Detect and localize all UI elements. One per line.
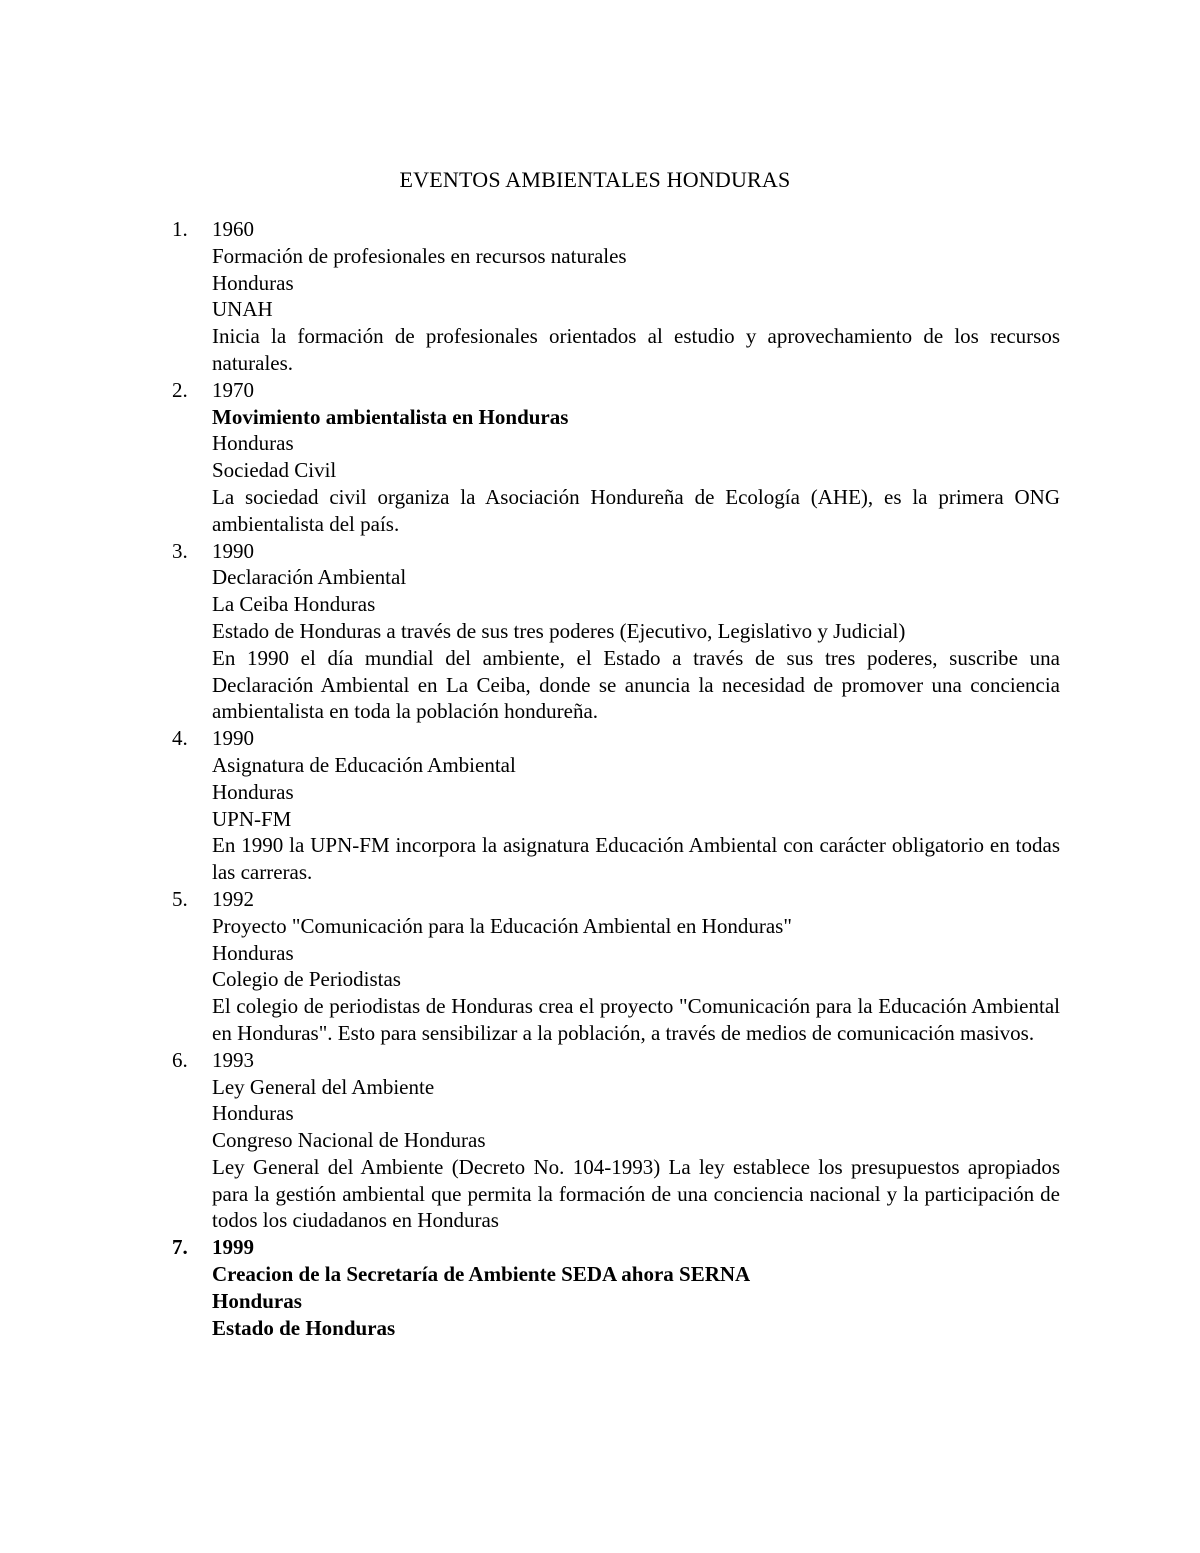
event-description: Ley General del Ambiente (Decreto No. 104-1993) La ley establece los presupuestos apropiados para la gestión ambiental que permita la formación de una conciencia nacional y la participación de todos los ciudadanos en Honduras — [212, 1154, 1060, 1233]
event-description: El colegio de periodistas de Honduras crea el proyecto "Comunicación para la Educación Ambiental en Honduras". Esto para sensibilizar a la población, a través de medios de comunicación masivos. — [212, 994, 1060, 1045]
event-item-6 — [160, 1047, 1060, 1235]
event-number: 5. — [172, 886, 188, 911]
event-actor: Sociedad Civil — [212, 458, 337, 483]
event-item-7 — [160, 1234, 1060, 1341]
event-actor: UPN-FM — [212, 806, 292, 831]
event-title: Ley General del Ambiente — [212, 1074, 435, 1099]
event-year: 1990 — [212, 726, 254, 751]
event-description: La sociedad civil organiza la Asociación Hondureña de Ecología (AHE), es la primera ONG ambientalista del país. — [212, 484, 1060, 536]
event-year: 1999 — [212, 1235, 254, 1260]
event-title: Declaración Ambiental — [212, 565, 407, 590]
event-item-2 — [160, 377, 1060, 538]
event-actor: UNAH — [212, 297, 273, 322]
event-item-3 — [160, 538, 1060, 726]
event-actor: Estado de Honduras — [212, 1315, 396, 1340]
event-item-4 — [160, 725, 1060, 886]
event-number: 1. — [172, 217, 188, 241]
event-place: Honduras — [212, 779, 294, 804]
event-title: Creacion de la Secretaría de Ambiente SEDA ahora SERNA — [212, 1262, 751, 1287]
event-description: En 1990 el día mundial del ambiente, el Estado a través de sus tres poderes, suscribe una Declaración Ambiental en La Ceiba, donde se anuncia la necesidad de promover una conciencia ambientalista en toda la población hondureña. — [212, 645, 1060, 724]
event-year: 1990 — [212, 538, 254, 563]
event-number: 7. — [172, 1235, 188, 1260]
event-number: 6. — [172, 1047, 188, 1072]
event-year: 1993 — [212, 1047, 254, 1072]
event-place: Honduras — [212, 1101, 294, 1126]
event-number: 4. — [172, 726, 188, 751]
event-place: Honduras — [212, 431, 294, 456]
event-year: 1992 — [212, 886, 254, 911]
event-place: Honduras — [212, 1288, 302, 1313]
event-actor: Congreso Nacional de Honduras — [212, 1128, 486, 1153]
event-number: 3. — [172, 538, 188, 563]
event-item-1 — [160, 216, 1060, 377]
event-description: Inicia la formación de profesionales orientados al estudio y aprovechamiento de los recursos naturales. — [212, 324, 1060, 375]
event-actor: Colegio de Periodistas — [212, 967, 401, 992]
event-title: Asignatura de Educación Ambiental — [212, 752, 516, 777]
document-title: EVENTOS AMBIENTALES HONDURAS — [399, 167, 791, 192]
event-number: 2. — [172, 377, 188, 402]
event-place: Honduras — [212, 940, 294, 965]
event-year: 1970 — [212, 377, 254, 402]
event-year: 1960 — [212, 217, 254, 241]
event-title: Formación de profesionales en recursos naturales — [212, 243, 627, 268]
event-place: La Ceiba Honduras — [212, 592, 376, 617]
event-title: Movimiento ambientalista en Honduras — [212, 404, 569, 429]
event-description: En 1990 la UPN-FM incorpora la asignatura Educación Ambiental con carácter obligatorio en todas las carreras. — [212, 833, 1060, 885]
event-item-5 — [160, 886, 1060, 1047]
event-title: Proyecto "Comunicación para la Educación Ambiental en Honduras" — [212, 913, 792, 938]
event-actor: Estado de Honduras a través de sus tres poderes (Ejecutivo, Legislativo y Judicial) — [212, 618, 906, 643]
events-list — [160, 216, 1060, 1341]
event-place: Honduras — [212, 270, 294, 295]
